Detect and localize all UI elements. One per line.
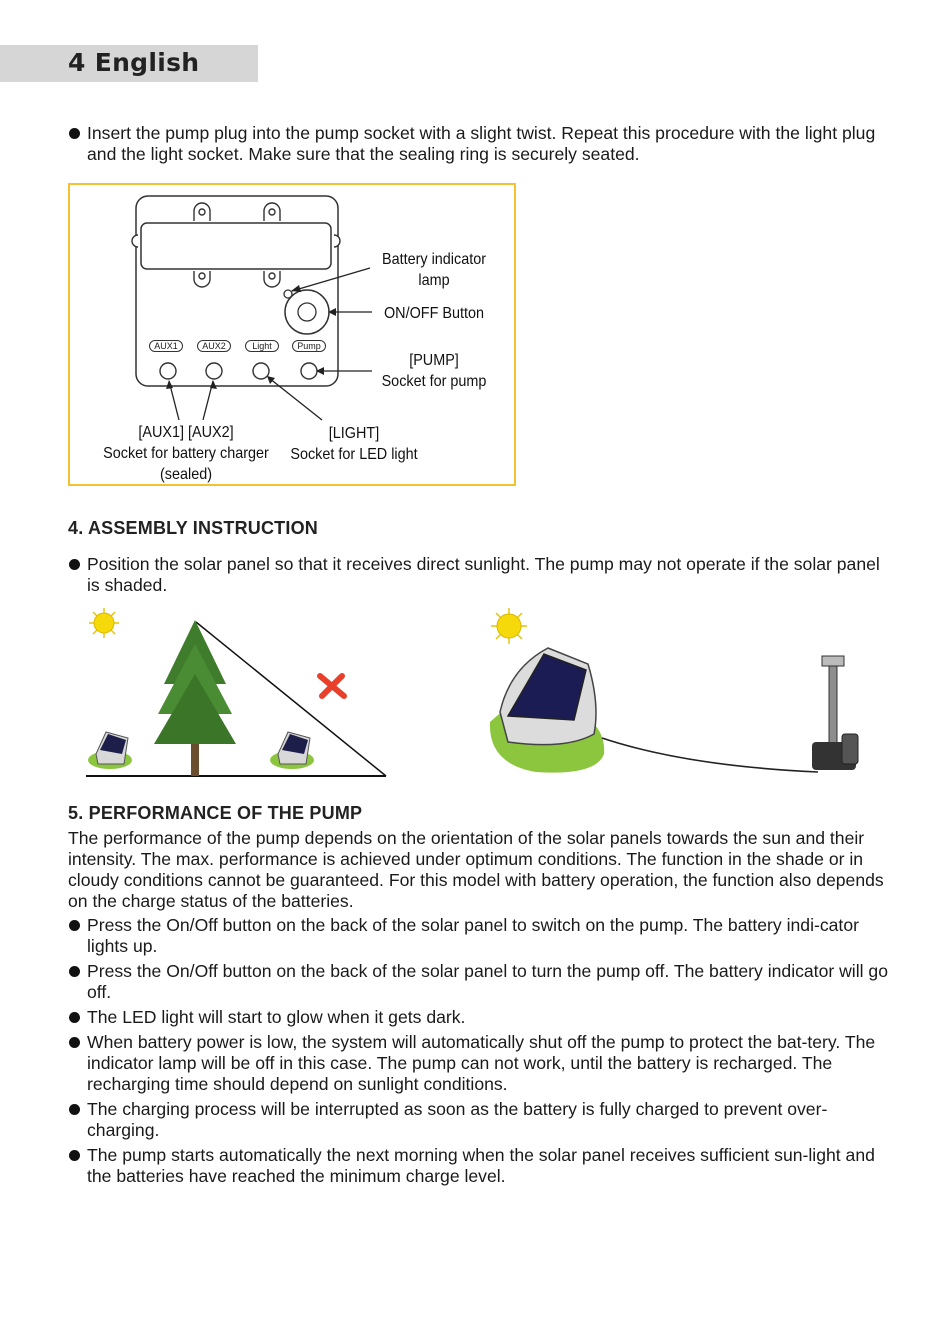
bullet-dot-icon (69, 920, 80, 931)
socket-label-aux2: AUX2 (197, 340, 231, 352)
section5-paragraph: The performance of the pump depends on the orientation of the solar panels towards the sun and their intensity. The max. performance is achieved under optimum conditions. The function in the shade or in cloudy conditions cannot be guaranteed. For this model with battery operation, the function also depends on the charge status of the batteries. (68, 828, 884, 911)
bullet-dot-icon (69, 966, 80, 977)
section5-heading: 5. PERFORMANCE OF THE PUMP (68, 803, 363, 823)
section5-bullet-3 (68, 1007, 888, 1028)
section5-bullet-3-text: The LED light will start to glow when it gets dark. (87, 1007, 466, 1027)
bullet-dot-icon (69, 1104, 80, 1115)
socket-label-pump: Pump (292, 340, 326, 352)
bullet-dot-icon (69, 1037, 80, 1048)
intro-bullet (68, 123, 888, 165)
solar-panel-sunlit-icon (270, 732, 314, 769)
solar-rock-icon (490, 648, 604, 773)
section5-bullet-2 (68, 961, 888, 1003)
section5-bullet-1-text: Press the On/Off button on the back of the solar panel to switch on the pump. The battery indi-cator lights up. (87, 915, 859, 956)
solar-panel-shaded-icon (88, 732, 132, 769)
callout-battery-indicator-line1: Battery indicator (381, 251, 487, 268)
callout-pump-line1: [PUMP] (409, 352, 459, 369)
section5-bullet-5 (68, 1099, 888, 1141)
callout-pump (376, 350, 491, 392)
tree-icon (154, 620, 236, 776)
callout-aux-line2: Socket for battery charger (103, 445, 269, 462)
bullet-dot-icon (69, 128, 80, 139)
callout-pump-line2: Socket for pump (381, 373, 487, 390)
socket-label-aux1: AUX1 (149, 340, 183, 352)
bullet-dot-icon (69, 1150, 80, 1161)
callout-light (284, 423, 424, 465)
section5-bullet-6-text: The pump starts automatically the next morning when the solar panel receives sufficient sun-light and the batteries have reached the minimum charge level. (87, 1145, 875, 1186)
control-box-figure (68, 183, 516, 486)
section5-bullet-5-text: The charging process will be interrupted as soon as the battery is fully charged to prevent over-charging. (87, 1099, 828, 1140)
cross-icon (320, 676, 344, 696)
shade-illustration (84, 604, 394, 784)
pump-fountain-icon (812, 656, 858, 770)
section5-bullet-1 (68, 915, 888, 957)
socket-label-light: Light (245, 340, 279, 352)
section5-bullet-4 (68, 1032, 888, 1095)
bullet-dot-icon (69, 1012, 80, 1023)
section4-bullet-text: Position the solar panel so that it receives direct sunlight. The pump may not operate if the solar panel is shaded. (87, 554, 880, 595)
section5-bullet-6 (68, 1145, 888, 1187)
solar-pump-illustration (486, 604, 866, 784)
callout-light-line2: Socket for LED light (290, 446, 418, 463)
intro-bullet-text: Insert the pump plug into the pump socket with a slight twist. Repeat this procedure with the light plug and the light socket. Make sure that the sealing ring is securely seated. (87, 123, 876, 164)
callout-light-line1: [LIGHT] (328, 425, 380, 442)
header-band (0, 45, 258, 82)
sun-icon (89, 608, 119, 638)
callout-on-off: ON/OFF Button (383, 305, 485, 322)
callout-aux (98, 422, 274, 485)
section4-bullet (68, 554, 888, 596)
callout-battery-indicator-line2: lamp (418, 272, 450, 289)
section5-bullet-2-text: Press the On/Off button on the back of the solar panel to turn the pump off. The battery indicator will go off. (87, 961, 888, 1002)
page-title: 4 English (68, 48, 200, 77)
section4-heading: 4. ASSEMBLY INSTRUCTION (68, 518, 318, 538)
callout-aux-line1: [AUX1] [AUX2] (138, 424, 234, 441)
section5-bullet-4-text: When battery power is low, the system will automatically shut off the pump to protect the bat-tery. The indicator lamp will be off in this case. The pump can not work, until the battery is recharged. The recharging time should depend on sunlight conditions. (87, 1032, 876, 1094)
bullet-dot-icon (69, 559, 80, 570)
callout-aux-line3: (sealed) (159, 466, 213, 483)
callout-battery-indicator (376, 249, 491, 291)
sun-icon (491, 608, 527, 644)
